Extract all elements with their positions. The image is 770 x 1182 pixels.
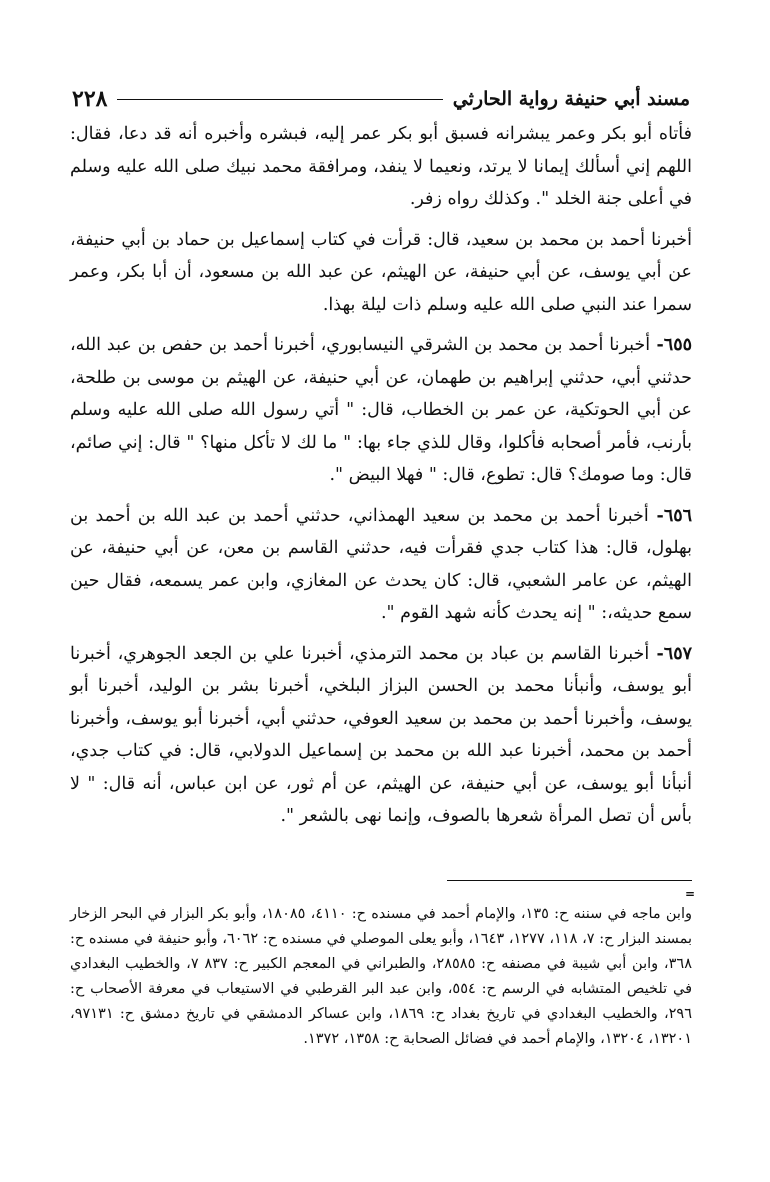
footnote-separator bbox=[447, 880, 692, 881]
book-title: مسند أبي حنيفة رواية الحارثي bbox=[452, 88, 690, 110]
paragraph-text: فأتاه أبو بكر وعمر يبشرانه فسبق أبو بكر عمر إليه، فبشره وأخبره أنه قد دعا، فقال: اللهم إني أسألك إيمانا لا يرتد، ونعيما لا ينفد، ومرافقة محمد نبيك صلى الله عليه وسلم في أعلى جنة الخلد ". وكذلك رواه زفر. bbox=[70, 124, 692, 209]
paragraph-continuation bbox=[70, 118, 692, 216]
hadith-number: ٦٥٦- bbox=[648, 505, 693, 526]
footnotes bbox=[70, 902, 692, 1052]
paragraph-text: أخبرنا أحمد بن محمد بن سعيد، قال: قرأت في كتاب إسماعيل بن حماد بن أبي حنيفة، عن أبي يوسف، عن أبي حنيفة، عن الهيثم، عن عبد الله بن مسعود، أن أبا بكر، وعمر سمرا عند النبي صلى الله عليه وسلم ذات ليلة بهذا. bbox=[70, 229, 692, 315]
paragraph-text: أخبرنا أحمد بن محمد بن الشرقي النيسابوري، أخبرنا أحمد بن حفص بن عبد الله، حدثني أبي، حدثني إبراهيم بن طهمان، عن أبي حنيفة، عن الهيثم بن موسى بن طلحة، عن أبي الحوتكية، عن عمر بن الخطاب، قال: " أتي رسول الله صلى الله عليه وسلم بأرنب، فأمر أصحابه فأكلوا، وقال للذي جاء بها: " ما لك لا تأكل منها؟ " قال: إني صائم، قال: وما صومك؟ قال: تطوع، قال: " فهلا البيض ". bbox=[70, 335, 692, 485]
hadith-paragraph bbox=[70, 329, 692, 492]
footnote-text: وابن ماجه في سننه ح: ١٣٥، والإمام أحمد في مسنده ح: ٤١١٠، ١٨٠٨٥، وأبو بكر البزار في البحر الزخار بمسند البزار ح: ٧، ١١٨، ١٢٧٧، ١٦٤٣، وأبو يعلى الموصلي في مسنده ح: ٦٠٦٢، وأبو حنيفة في مسنده ح: ٣٦٨، وابن أبي شيبة في مصنفه ح: ٢٨٥٨٥، والطبراني في المعجم الكبير ح: ٨٣٧ ٧، والخطيب البغدادي في تلخيص المتشابه في الرسم ح: ٥٥٤، وابن عبد البر القرطبي في الاستيعاب في معرفة الأصحاب ح: ٢٩٦، والخطيب البغدادي في تاريخ بغداد ح: ١٨٦٩، وابن عساكر الدمشقي في تاريخ دمشق ح: ٩٧١٣١، ١٣٢٠١، ١٣٢٠٤، والإمام أحمد في فضائل الصحابة ح: ١٣٥٨، ١٣٧٢. bbox=[70, 906, 693, 1047]
paragraph-text: أخبرنا القاسم بن عباد بن محمد الترمذي، أخبرنا علي بن الجعد الجوهري، أخبرنا أبو يوسف، وأنبأنا محمد بن الحسن البزاز البلخي، أخبرنا بشر بن الوليد، أخبرنا أبو يوسف، وأخبرنا أحمد بن محمد بن سعيد العوفي، حدثني أبي، أخبرنا أبو يوسف، وأخبرنا أحمد بن محمد، أخبرنا عبد الله بن محمد بن إسماعيل الدولابي، قال: في كتاب جدي، أنبأنا أبو يوسف، عن أبي حنيفة، عن الهيثم، عن أم ثور، عن ابن عباس، أنه قال: " لا بأس أن تصل المرأة شعرها بالصوف، وإنما نهى بالشعر ". bbox=[70, 643, 692, 826]
page-number: ٢٢٨ bbox=[72, 86, 108, 112]
hadith-number: ٦٥٧- bbox=[649, 643, 692, 664]
footnote-continuation-mark: = bbox=[684, 887, 694, 901]
hadith-paragraph bbox=[70, 638, 692, 833]
paragraph-text: أخبرنا أحمد بن محمد بن سعيد الهمذاني، حدثني أحمد بن عبد الله بن أحمد بن بهلول، قال: هذا كتاب جدي فقرأت فيه، حدثني القاسم بن معن، عن أبي حنيفة، عن الهيثم، عن عامر الشعبي، قال: كان يحدث عن المغازي، وابن عمر يسمعه، فقال حين سمع حديثه،: " إنه يحدث كأنه شهد القوم ". bbox=[70, 505, 692, 623]
hadith-paragraph bbox=[70, 500, 692, 630]
main-text bbox=[70, 118, 692, 841]
paragraph bbox=[70, 224, 692, 322]
running-head bbox=[72, 82, 690, 116]
header-rule bbox=[117, 99, 442, 100]
hadith-number: ٦٥٥- bbox=[650, 335, 692, 355]
